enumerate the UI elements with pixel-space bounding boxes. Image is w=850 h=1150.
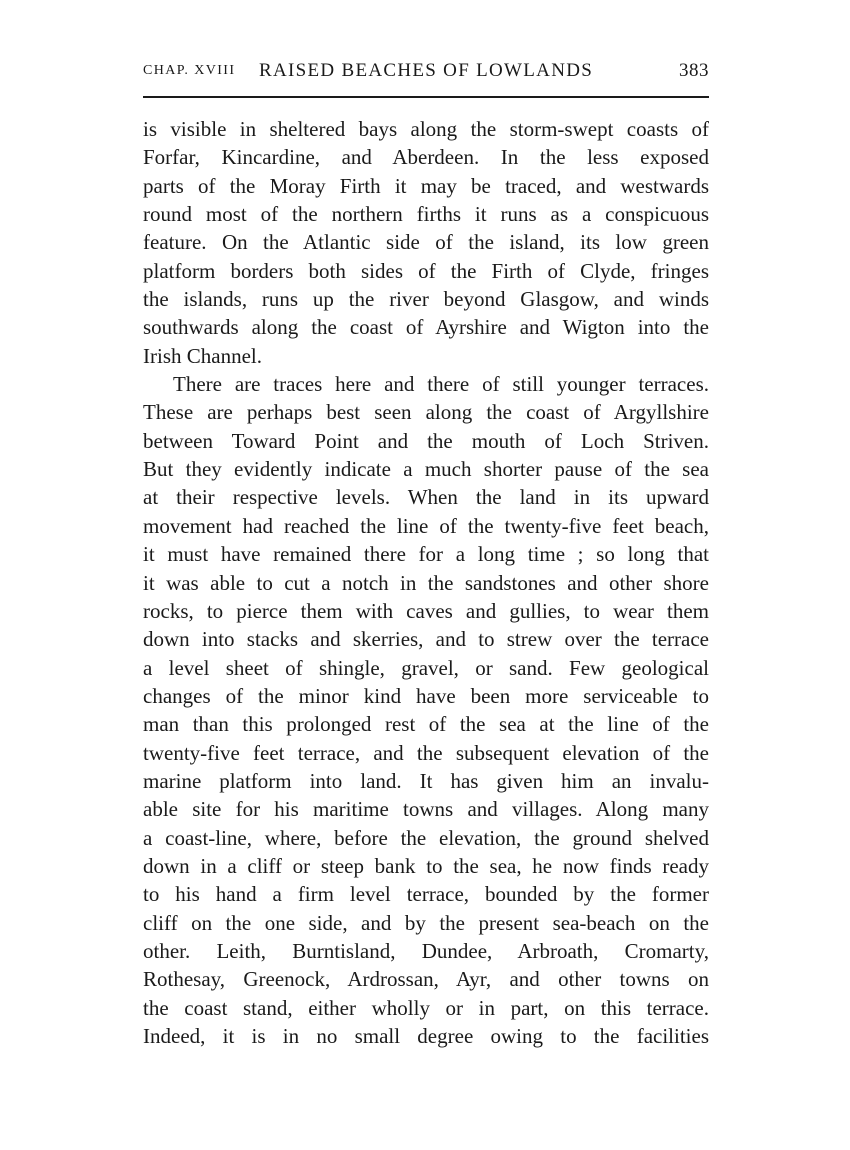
text-line: Irish Channel. xyxy=(143,343,262,368)
text-line: to his hand a firm level terrace, bounded by the former xyxy=(143,882,709,907)
text-line: it must have remained there for a long time ; so long that xyxy=(143,542,709,567)
text-line: between Toward Point and the mouth of Loch Striven. xyxy=(143,428,709,453)
text-line: parts of the Moray Firth it may be traced, and westwards xyxy=(143,173,709,198)
text-line: cliff on the one side, and by the present sea-beach on the xyxy=(143,910,709,935)
text-line: down in a cliff or steep bank to the sea, he now finds ready xyxy=(143,853,709,878)
text-line: it was able to cut a notch in the sandstones and other shore xyxy=(143,570,709,595)
text-line: round most of the northern firths it runs as a conspicuous xyxy=(143,202,709,227)
text-line: platform borders both sides of the Firth of Clyde, fringes xyxy=(143,258,709,283)
text-line: at their respective levels. When the land in its upward xyxy=(143,485,709,510)
text-line: a coast-line, where, before the elevation, the ground shelved xyxy=(143,825,709,850)
page-number: 383 xyxy=(679,60,709,81)
text-line: marine platform into land. It has given him an invalu- xyxy=(143,768,709,793)
text-line: the islands, runs up the river beyond Glasgow, and winds xyxy=(143,287,709,312)
text-line: Indeed, it is in no small degree owing to the facilities xyxy=(143,1024,709,1048)
text-line: There are traces here and there of still younger terraces. xyxy=(173,372,709,397)
text-line: southwards along the coast of Ayrshire and Wigton into the xyxy=(143,315,709,340)
text-line: These are perhaps best seen along the coast of Argyllshire xyxy=(143,400,709,425)
text-line: rocks, to pierce them with caves and gullies, to wear them xyxy=(143,598,709,623)
text-line: down into stacks and skerries, and to strew over the terrace xyxy=(143,627,709,652)
text-line: is visible in sheltered bays along the storm-swept coasts of xyxy=(143,117,709,141)
text-line: But they evidently indicate a much shorter pause of the sea xyxy=(143,457,709,482)
text-line: Forfar, Kincardine, and Aberdeen. In the less exposed xyxy=(143,145,709,170)
text-line: changes of the minor kind have been more serviceable to xyxy=(143,683,709,708)
paragraph-1 xyxy=(143,115,709,370)
body-text xyxy=(143,115,709,1050)
running-title: RAISED BEACHES OF LOWLANDS xyxy=(259,60,594,81)
text-line: a level sheet of shingle, gravel, or sand. Few geological xyxy=(143,655,709,680)
text-line: Rothesay, Greenock, Ardrossan, Ayr, and other towns on xyxy=(143,967,709,992)
text-line: other. Leith, Burntisland, Dundee, Arbroath, Cromarty, xyxy=(143,938,709,963)
header-rule xyxy=(143,96,709,98)
chapter-label: CHAP. XVIII xyxy=(143,63,236,78)
text-line: able site for his maritime towns and villages. Along many xyxy=(143,797,709,822)
text-line: the coast stand, either wholly or in part, on this terrace. xyxy=(143,995,709,1020)
text-line: feature. On the Atlantic side of the island, its low green xyxy=(143,230,709,255)
paragraph-2 xyxy=(143,370,709,1050)
text-line: movement had reached the line of the twenty-five feet beach, xyxy=(143,513,709,538)
running-head xyxy=(143,60,709,88)
text-line: twenty-five feet terrace, and the subsequent elevation of the xyxy=(143,740,709,765)
text-line: man than this prolonged rest of the sea at the line of the xyxy=(143,712,709,737)
